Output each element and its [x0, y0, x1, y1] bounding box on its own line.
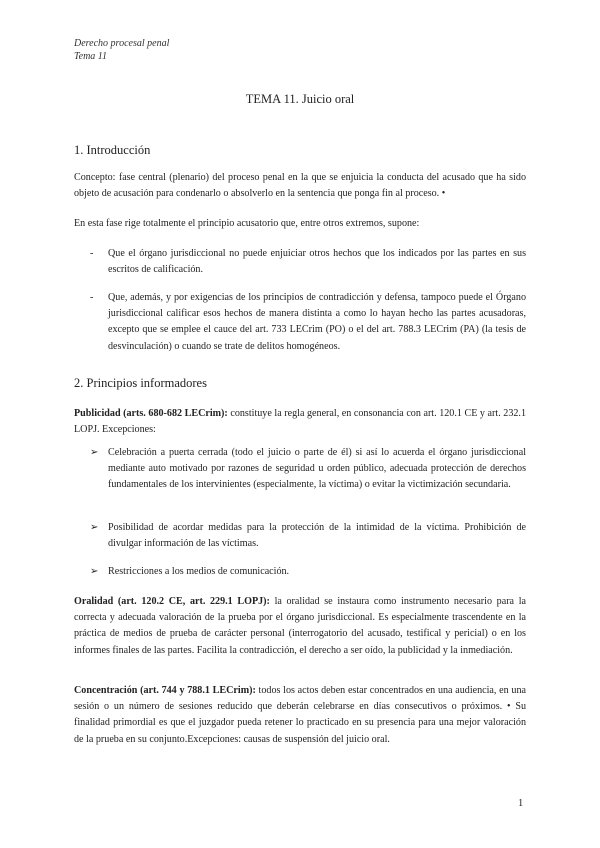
oralidad-label: Oralidad (art. 120.2 CE, art. 229.1 LOPJ): — [74, 596, 270, 607]
publicidad-label: Publicidad (arts. 680-682 LECrim): — [74, 408, 228, 419]
bullet-dash: - — [90, 248, 94, 259]
bullet-dash: - — [90, 292, 94, 303]
paragraph-concentracion — [74, 683, 526, 748]
concentracion-label: Concentración (art. 744 y 788.1 LECrim): — [74, 685, 256, 696]
list-item: Restricciones a los medios de comunicación. — [108, 566, 290, 577]
list-item: Celebración a puerta cerrada (todo el juicio o parte de él) si así lo acuerda el órgano jurisdiccional mediante auto motivado por razones de seguridad u orden público, adecuada protección de derechos fundamentales de los intervinientes (especialmente, la víctima) o evitar la victimización secundaria. — [108, 447, 526, 491]
arrow-bullet-icon: ➢ — [90, 447, 99, 458]
header-topic: Tema 11 — [74, 51, 108, 62]
paragraph-publicidad — [74, 406, 526, 438]
page-number: 1 — [518, 798, 524, 809]
paragraph-principio-acusatorio: En esta fase rige totalmente el principio acusatorio que, entre otros extremos, supone: — [74, 218, 420, 229]
running-header — [74, 37, 169, 63]
oralidad-text: la oralidad se instaura como instrumento necesario para la correcta y adecuada valoración de la prueba por el órgano jurisdiccional. Es especialmente trascendente en la práctica de medios de prueba de carácter personal (interrogatorio del acusado, testifical y pericial) o en los informes finales de las partes. Facilita la contradicción, el derecho a ser oído, la publicidad y la inmediación. — [74, 596, 526, 656]
page-title: TEMA 11. Juicio oral — [245, 92, 355, 106]
section-heading-introduccion: 1. Introducción — [74, 143, 151, 157]
list-item: Posibilidad de acordar medidas para la protección de la intimidad de la víctima. Prohibición de divulgar información de las víctimas. — [108, 522, 526, 550]
arrow-bullet-icon: ➢ — [90, 566, 99, 577]
list-item: Que, además, y por exigencias de los principios de contradicción y defensa, tampoco puede el Órgano jurisdiccional calificar esos hechos de manera distinta a como lo hayan hecho las partes acusadoras, excepto que se emplee el cauce del art. 733 LECrim (PO) o el del art. 788.3 LECrim (PA) (la tesis de desvinculación) o cuando se trate de delitos homogéneos. — [108, 292, 526, 352]
publicidad-text: constituye la regla general, en consonancia con art. 120.1 CE y art. 232.1 LOPJ. Excepciones: — [74, 408, 526, 436]
list-item: Que el órgano jurisdiccional no puede enjuiciar otros hechos que los indicados por las partes en sus escritos de calificación. — [108, 248, 526, 276]
paragraph-concepto: Concepto: fase central (plenario) del proceso penal en la que se enjuicia la conducta del acusado que ha sido objeto de acusación para condenarlo o absolverlo en la sentencia que ponga fin al proceso. • — [74, 172, 526, 200]
section-heading-principios: 2. Principios informadores — [74, 376, 207, 390]
concentracion-text: todos los actos deben estar concentrados en una audiencia, en una sesión o un número de sesiones reducido que deberán celebrarse en días consecutivos o próximos. • Su finalidad primordial es que el juzgador pueda retener lo practicado en su presencia para una mejor valoración de la prueba en su conjunto.Excepciones: causas de suspensión del juicio oral. — [74, 685, 526, 745]
header-course: Derecho procesal penal — [74, 38, 170, 49]
paragraph-oralidad — [74, 594, 526, 659]
arrow-bullet-icon: ➢ — [90, 522, 99, 533]
